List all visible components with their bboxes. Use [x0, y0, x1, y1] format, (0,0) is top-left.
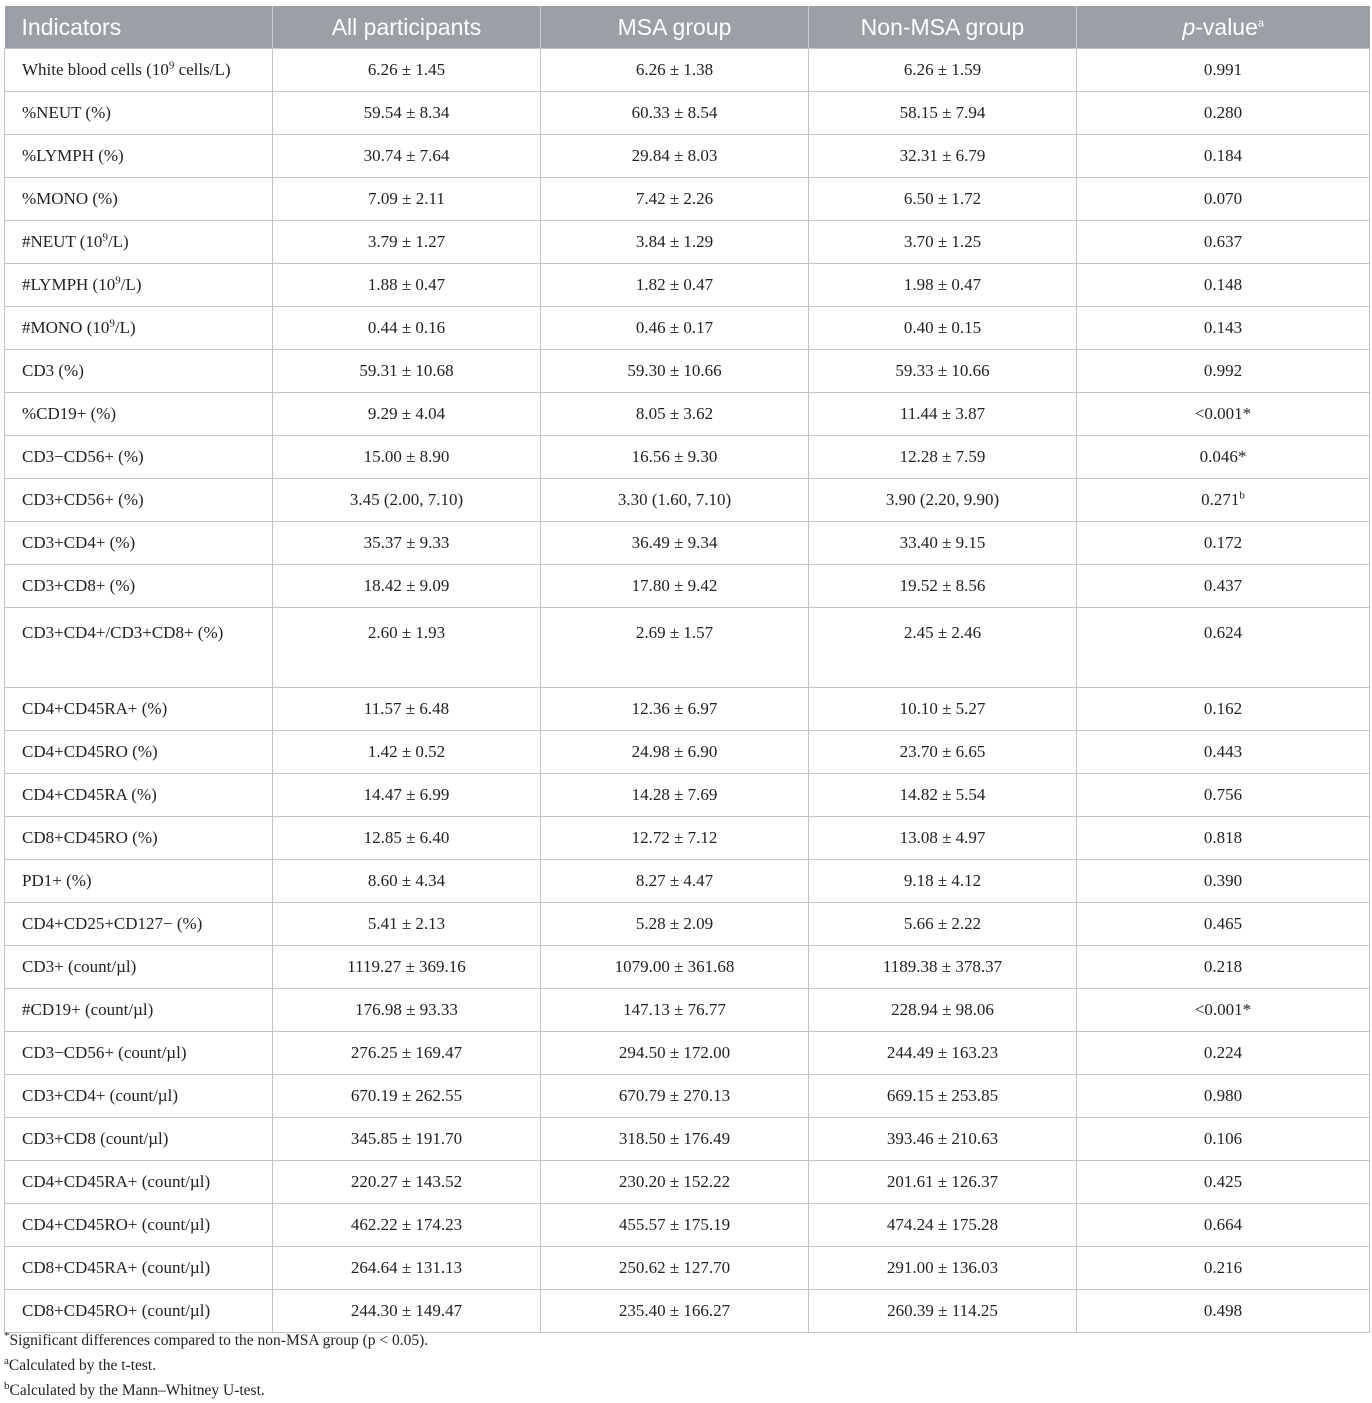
cell-all: 35.37 ± 9.33 [273, 522, 541, 565]
cell-p-value: 0.992 [1077, 350, 1370, 393]
cell-nonmsa: 474.24 ± 175.28 [809, 1204, 1077, 1247]
cell-p-value: 0.465 [1077, 903, 1370, 946]
table-row [5, 307, 1370, 350]
header-all-participants: All participants [273, 6, 541, 49]
table-row [5, 774, 1370, 817]
cell-p-value: 0.172 [1077, 522, 1370, 565]
table-row [5, 946, 1370, 989]
header-p-value [1077, 6, 1370, 49]
cell-p-value: 0.443 [1077, 731, 1370, 774]
cell-nonmsa: 10.10 ± 5.27 [809, 688, 1077, 731]
cell-all: 1119.27 ± 369.16 [273, 946, 541, 989]
cell-p-value: 0.184 [1077, 135, 1370, 178]
indicator-label: CD3−CD56+ (%) [5, 436, 273, 479]
cell-msa: 17.80 ± 9.42 [541, 565, 809, 608]
cell-msa: 7.42 ± 2.26 [541, 178, 809, 221]
indicator-label: PD1+ (%) [5, 860, 273, 903]
header-non-msa-group: Non-MSA group [809, 6, 1077, 49]
cell-nonmsa: 669.15 ± 253.85 [809, 1075, 1077, 1118]
indicator-label: CD4+CD45RO+ (count/µl) [5, 1204, 273, 1247]
indicator-label: CD3 (%) [5, 350, 273, 393]
indicator-label: %LYMPH (%) [5, 135, 273, 178]
cell-all: 5.41 ± 2.13 [273, 903, 541, 946]
table-container [4, 6, 1369, 1333]
cell-all: 3.45 (2.00, 7.10) [273, 479, 541, 522]
indicator-label: CD3+ (count/µl) [5, 946, 273, 989]
indicator-label: CD3+CD8 (count/µl) [5, 1118, 273, 1161]
cell-nonmsa: 19.52 ± 8.56 [809, 565, 1077, 608]
cell-all: 6.26 ± 1.45 [273, 49, 541, 92]
table-row [5, 92, 1370, 135]
indicator-label: CD8+CD45RA+ (count/µl) [5, 1247, 273, 1290]
cell-p-value: 0.280 [1077, 92, 1370, 135]
cell-nonmsa: 3.90 (2.20, 9.90) [809, 479, 1077, 522]
cell-all: 244.30 ± 149.47 [273, 1290, 541, 1333]
cell-nonmsa: 9.18 ± 4.12 [809, 860, 1077, 903]
cell-msa: 12.36 ± 6.97 [541, 688, 809, 731]
indicator-label: CD4+CD45RA+ (count/µl) [5, 1161, 273, 1204]
footnote-significance: *Significant differences compared to the non-MSA group (p < 0.05). [4, 1329, 429, 1349]
cell-nonmsa: 2.45 ± 2.46 [809, 608, 1077, 688]
cell-all: 176.98 ± 93.33 [273, 989, 541, 1032]
header-p-rest: -value [1195, 13, 1258, 40]
cell-nonmsa: 58.15 ± 7.94 [809, 92, 1077, 135]
indicator-label: White blood cells ($10^9$ cells/L) [5, 49, 273, 92]
table-row [5, 221, 1370, 264]
cell-msa: 60.33 ± 8.54 [541, 92, 809, 135]
cell-msa: 16.56 ± 9.30 [541, 436, 809, 479]
cell-all: 15.00 ± 8.90 [273, 436, 541, 479]
cell-all: 9.29 ± 4.04 [273, 393, 541, 436]
cell-nonmsa: 244.49 ± 163.23 [809, 1032, 1077, 1075]
cell-msa: 3.30 (1.60, 7.10) [541, 479, 809, 522]
indicator-label: #MONO $(10^9/L)$ [5, 307, 273, 350]
cell-all: 30.74 ± 7.64 [273, 135, 541, 178]
cell-msa: 0.46 ± 0.17 [541, 307, 809, 350]
cell-msa: 294.50 ± 172.00 [541, 1032, 809, 1075]
cell-all: 670.19 ± 262.55 [273, 1075, 541, 1118]
cell-msa: 3.84 ± 1.29 [541, 221, 809, 264]
cell-all: 12.85 ± 6.40 [273, 817, 541, 860]
cell-nonmsa: 23.70 ± 6.65 [809, 731, 1077, 774]
cell-all: 345.85 ± 191.70 [273, 1118, 541, 1161]
cell-p-value: 0.162 [1077, 688, 1370, 731]
table-row [5, 989, 1370, 1032]
cell-all: 2.60 ± 1.93 [273, 608, 541, 688]
cell-all: 1.42 ± 0.52 [273, 731, 541, 774]
indicator-label: CD8+CD45RO+ (count/µl) [5, 1290, 273, 1333]
indicators-table [4, 6, 1370, 1333]
cell-msa: 147.13 ± 76.77 [541, 989, 809, 1032]
table-row [5, 350, 1370, 393]
cell-msa: 1.82 ± 0.47 [541, 264, 809, 307]
cell-p-value: 0.664 [1077, 1204, 1370, 1247]
indicator-label: CD3+CD4+ (%) [5, 522, 273, 565]
cell-msa: 6.26 ± 1.38 [541, 49, 809, 92]
cell-msa: 12.72 ± 7.12 [541, 817, 809, 860]
cell-p-value: 0.070 [1077, 178, 1370, 221]
table-row [5, 49, 1370, 92]
cell-p-value: 0.218 [1077, 946, 1370, 989]
cell-msa: 8.27 ± 4.47 [541, 860, 809, 903]
cell-msa: 318.50 ± 176.49 [541, 1118, 809, 1161]
cell-p-value: 0.624 [1077, 608, 1370, 688]
cell-p-value: 0.143 [1077, 307, 1370, 350]
cell-all: 59.31 ± 10.68 [273, 350, 541, 393]
header-p-italic: p [1182, 13, 1196, 40]
indicator-label: CD4+CD45RA (%) [5, 774, 273, 817]
cell-p-value: 0.390 [1077, 860, 1370, 903]
header-p-sup: a [1257, 16, 1265, 29]
cell-all: 7.09 ± 2.11 [273, 178, 541, 221]
table-row [5, 264, 1370, 307]
cell-p-value: 0.637 [1077, 221, 1370, 264]
cell-msa: 2.69 ± 1.57 [541, 608, 809, 688]
table-row [5, 688, 1370, 731]
footnote-t-test: $^a$Calculated by the t-test. [4, 1354, 157, 1374]
cell-all: 14.47 ± 6.99 [273, 774, 541, 817]
cell-all: 264.64 ± 131.13 [273, 1247, 541, 1290]
cell-p-value: 0.980 [1077, 1075, 1370, 1118]
table-row [5, 731, 1370, 774]
table-row [5, 860, 1370, 903]
table-row [5, 608, 1370, 688]
cell-nonmsa: 291.00 ± 136.03 [809, 1247, 1077, 1290]
table-row [5, 1161, 1370, 1204]
cell-nonmsa: 33.40 ± 9.15 [809, 522, 1077, 565]
indicator-label: %NEUT (%) [5, 92, 273, 135]
cell-msa: 230.20 ± 152.22 [541, 1161, 809, 1204]
cell-nonmsa: 260.39 ± 114.25 [809, 1290, 1077, 1333]
cell-msa: 670.79 ± 270.13 [541, 1075, 809, 1118]
cell-msa: 5.28 ± 2.09 [541, 903, 809, 946]
table-row [5, 522, 1370, 565]
table-row [5, 1032, 1370, 1075]
cell-p-value: 0.216 [1077, 1247, 1370, 1290]
cell-nonmsa: 393.46 ± 210.63 [809, 1118, 1077, 1161]
table-row [5, 903, 1370, 946]
cell-all: 0.44 ± 0.16 [273, 307, 541, 350]
cell-all: 3.79 ± 1.27 [273, 221, 541, 264]
cell-p-value: <0.001* [1077, 393, 1370, 436]
cell-msa: 36.49 ± 9.34 [541, 522, 809, 565]
cell-p-value: 0.818 [1077, 817, 1370, 860]
cell-msa: 24.98 ± 6.90 [541, 731, 809, 774]
footnote-mann-whitney: $^b$Calculated by the Mann–Whitney U-test. [4, 1379, 265, 1399]
cell-nonmsa: 59.33 ± 10.66 [809, 350, 1077, 393]
cell-msa: 455.57 ± 175.19 [541, 1204, 809, 1247]
cell-p-value: 0.437 [1077, 565, 1370, 608]
indicator-label: CD8+CD45RO (%) [5, 817, 273, 860]
cell-nonmsa: 14.82 ± 5.54 [809, 774, 1077, 817]
cell-p-value: <0.001* [1077, 989, 1370, 1032]
table-row [5, 393, 1370, 436]
table-row [5, 1290, 1370, 1333]
indicator-label: CD3−CD56+ (count/µl) [5, 1032, 273, 1075]
indicator-label: %CD19+ (%) [5, 393, 273, 436]
header-row [5, 6, 1370, 49]
table-row [5, 436, 1370, 479]
cell-nonmsa: 32.31 ± 6.79 [809, 135, 1077, 178]
cell-nonmsa: 6.26 ± 1.59 [809, 49, 1077, 92]
indicator-label: #CD19+ (count/µl) [5, 989, 273, 1032]
cell-msa: 14.28 ± 7.69 [541, 774, 809, 817]
cell-nonmsa: 228.94 ± 98.06 [809, 989, 1077, 1032]
table-row [5, 817, 1370, 860]
cell-msa: 1079.00 ± 361.68 [541, 946, 809, 989]
table-row [5, 565, 1370, 608]
header-msa-group: MSA group [541, 6, 809, 49]
indicator-label: %MONO (%) [5, 178, 273, 221]
cell-nonmsa: 1.98 ± 0.47 [809, 264, 1077, 307]
cell-all: 11.57 ± 6.48 [273, 688, 541, 731]
cell-all: 8.60 ± 4.34 [273, 860, 541, 903]
cell-p-value: 0.425 [1077, 1161, 1370, 1204]
indicator-label: CD3+CD4+/CD3+CD8+ (%) [5, 608, 273, 688]
cell-nonmsa: 3.70 ± 1.25 [809, 221, 1077, 264]
header-indicators: Indicators [5, 6, 273, 49]
cell-p-value: 0.106 [1077, 1118, 1370, 1161]
cell-p-value: 0.271$^b$ [1077, 479, 1370, 522]
cell-all: 59.54 ± 8.34 [273, 92, 541, 135]
cell-p-value: 0.756 [1077, 774, 1370, 817]
cell-nonmsa: 0.40 ± 0.15 [809, 307, 1077, 350]
cell-msa: 235.40 ± 166.27 [541, 1290, 809, 1333]
cell-p-value: 0.148 [1077, 264, 1370, 307]
cell-all: 1.88 ± 0.47 [273, 264, 541, 307]
table-row [5, 1204, 1370, 1247]
cell-all: 462.22 ± 174.23 [273, 1204, 541, 1247]
table-row [5, 135, 1370, 178]
table-row [5, 1075, 1370, 1118]
cell-p-value: 0.991 [1077, 49, 1370, 92]
table-row [5, 1247, 1370, 1290]
cell-msa: 59.30 ± 10.66 [541, 350, 809, 393]
cell-p-value: 0.224 [1077, 1032, 1370, 1075]
cell-nonmsa: 6.50 ± 1.72 [809, 178, 1077, 221]
cell-all: 18.42 ± 9.09 [273, 565, 541, 608]
cell-nonmsa: 201.61 ± 126.37 [809, 1161, 1077, 1204]
cell-nonmsa: 1189.38 ± 378.37 [809, 946, 1077, 989]
cell-nonmsa: 13.08 ± 4.97 [809, 817, 1077, 860]
cell-msa: 29.84 ± 8.03 [541, 135, 809, 178]
cell-nonmsa: 11.44 ± 3.87 [809, 393, 1077, 436]
cell-nonmsa: 5.66 ± 2.22 [809, 903, 1077, 946]
indicator-label: CD3+CD8+ (%) [5, 565, 273, 608]
cell-nonmsa: 12.28 ± 7.59 [809, 436, 1077, 479]
table-body [5, 49, 1370, 1333]
indicator-label: CD3+CD4+ (count/µl) [5, 1075, 273, 1118]
cell-p-value: 0.498 [1077, 1290, 1370, 1333]
cell-msa: 8.05 ± 3.62 [541, 393, 809, 436]
cell-p-value: 0.046* [1077, 436, 1370, 479]
indicator-label: #NEUT $(10^9/L)$ [5, 221, 273, 264]
indicator-label: #LYMPH $(10^9/L)$ [5, 264, 273, 307]
footnotes [4, 1328, 428, 1403]
table-row [5, 479, 1370, 522]
table-row [5, 178, 1370, 221]
indicator-label: CD3+CD56+ (%) [5, 479, 273, 522]
indicator-label: CD4+CD25+CD127− (%) [5, 903, 273, 946]
cell-msa: 250.62 ± 127.70 [541, 1247, 809, 1290]
indicator-label: CD4+CD45RO (%) [5, 731, 273, 774]
table-row [5, 1118, 1370, 1161]
cell-all: 276.25 ± 169.47 [273, 1032, 541, 1075]
cell-all: 220.27 ± 143.52 [273, 1161, 541, 1204]
indicator-label: CD4+CD45RA+ (%) [5, 688, 273, 731]
